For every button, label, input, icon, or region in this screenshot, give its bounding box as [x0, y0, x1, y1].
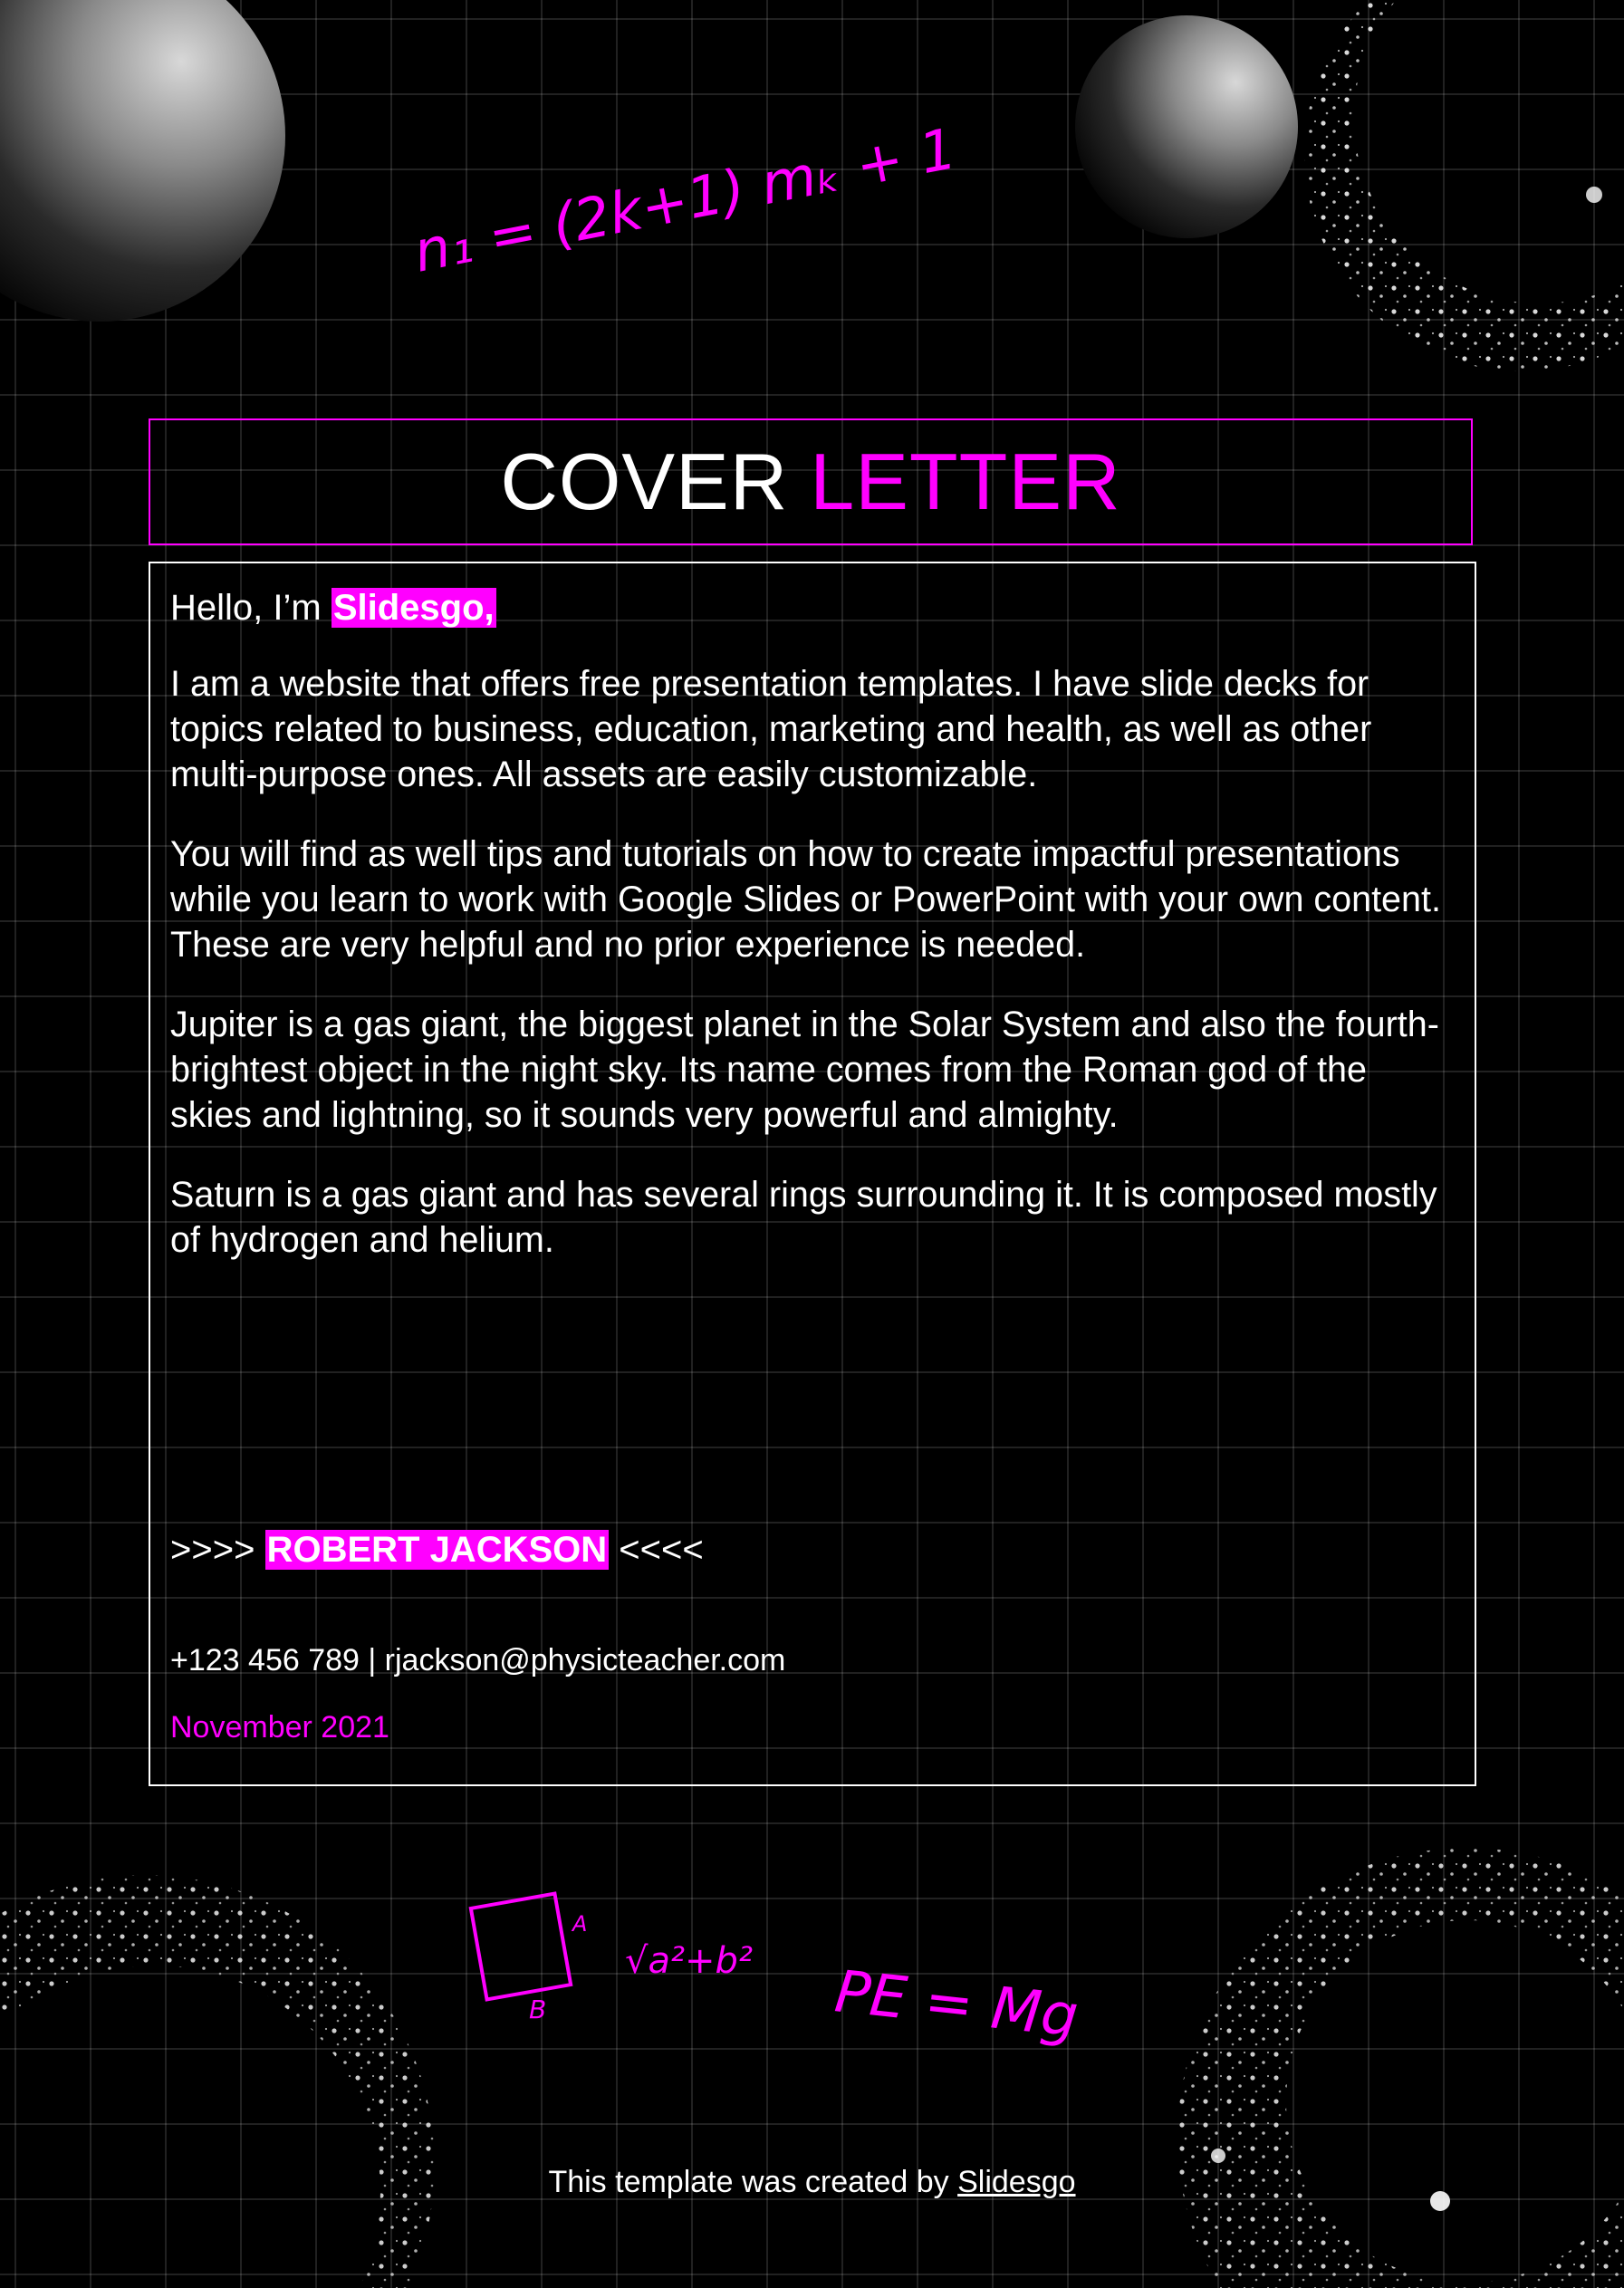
paragraph: Jupiter is a gas giant, the biggest planet in the Solar System and also the fourth-brightest object in the night sky. Its name comes from the Roman god of the skies and lightning, so it sounds very powerful and almighty.	[170, 1005, 1439, 1135]
title-part-2: LETTER	[810, 437, 1121, 526]
paragraph: I am a website that offers free presentation templates. I have slide decks for topics related to business, education, marketing and health, as well as other multi-purpose ones. All assets are easily customizable.	[170, 664, 1372, 794]
contact-info: +123 456 789 | rjackson@physicteacher.com	[170, 1643, 786, 1678]
paragraph: You will find as well tips and tutorials on how to create impactful presentations while you learn to work with Google Slides or PowerPoint with your own content. These are very helpful and no prior experience is needed.	[170, 834, 1441, 965]
signature	[170, 1527, 704, 1572]
letter-paragraphs	[170, 661, 1456, 1297]
particle-sphere-bottom-left	[0, 1875, 435, 2288]
credit-link[interactable]: Slidesgo	[957, 2165, 1076, 2199]
formula-side-b: B	[529, 1995, 547, 2024]
signature-left-arrows: >>>>	[170, 1530, 265, 1570]
template-credit	[0, 2165, 1624, 2200]
formula-side-a: A	[572, 1911, 588, 1937]
planet-top-right	[1075, 15, 1298, 238]
credit-text: This template was created by	[548, 2165, 958, 2199]
star-dot	[1586, 187, 1602, 203]
signature-right-arrows: <<<<	[609, 1530, 704, 1570]
particle-sphere-top-right	[1304, 0, 1624, 371]
greeting-prefix: Hello, I’m	[170, 588, 332, 628]
formula-energy: PE = Mg	[831, 1958, 1081, 2052]
signature-name: ROBERT JACKSON	[266, 1530, 608, 1570]
planet-top-left	[0, 0, 285, 322]
star-dot	[1211, 2149, 1225, 2163]
letter-body	[149, 562, 1476, 1786]
formula-top: n₁ = (2k+1) mₖ + 1	[408, 115, 962, 285]
letter-date: November 2021	[170, 1710, 389, 1745]
greeting-name: Slidesgo,	[332, 588, 495, 628]
page-title	[149, 418, 1473, 545]
formula-square	[471, 1894, 571, 2000]
formula-root: √a²+b²	[625, 1940, 753, 1982]
paragraph: Saturn is a gas giant and has several rings surrounding it. It is composed mostly of hydrogen and helium.	[170, 1175, 1437, 1260]
greeting	[170, 585, 496, 630]
particle-sphere-bottom-right	[1177, 1848, 1624, 2288]
title-part-1: COVER	[500, 437, 789, 526]
